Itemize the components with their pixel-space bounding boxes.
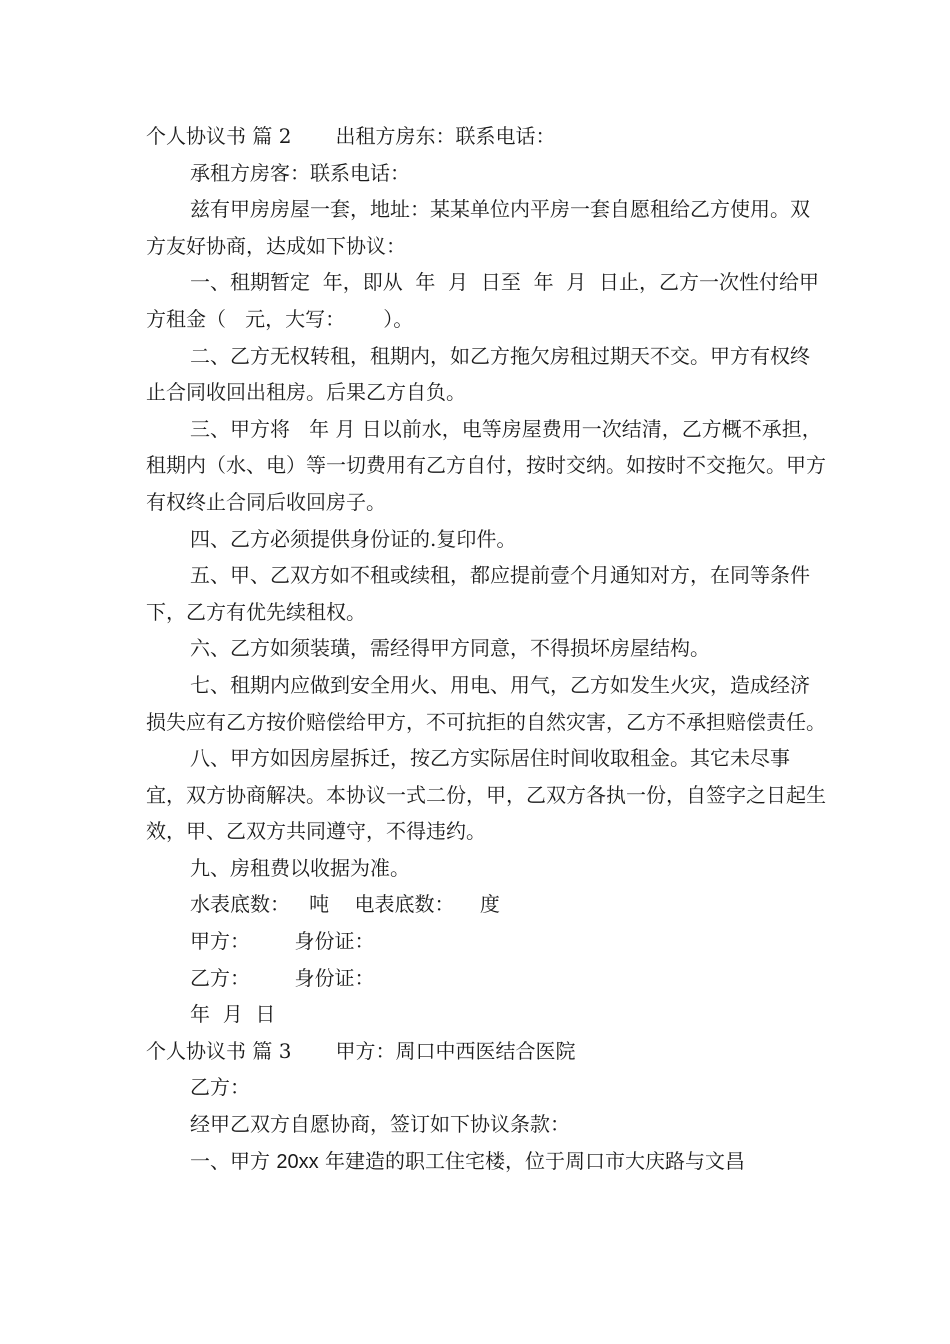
intro-paragraph: 兹有甲房房屋一套，地址：某某单位内平房一套自愿租给乙方使用。双方友好协商，达成如下协议： [146, 197, 810, 258]
section3-clause-1-prefix: 一、甲方 [190, 1148, 277, 1173]
party-b-signature: 乙方： 身份证： [190, 965, 375, 990]
clause-9: 九、房租费以收据为准。 [190, 855, 410, 880]
tenant-line: 承租方房客：联系电话： [190, 160, 410, 185]
section3-clause-1 [146, 1143, 826, 1181]
clause-2: 二、乙方无权转租，租期内，如乙方拖欠房租过期天不交。甲方有权终止合同收回出租房。后果乙方自负。 [146, 343, 810, 405]
section3-clause-1-suffix: 年建造的职工住宅楼，位于周口市大庆路与文昌 [318, 1148, 745, 1173]
clause-6: 六、乙方如须装璜，需经得甲方同意，不得损坏房屋结构。 [190, 636, 710, 661]
section3-heading [146, 1033, 826, 1070]
section3-title: 个人协议书 篇 3 [146, 1038, 292, 1063]
clause-7: 七、租期内应做到安全用火、用电、用气，乙方如发生火灾，造成经济损失应有乙方按价赔偿给甲方，不可抗拒的自然灾害，乙方不承担赔偿责任。 [146, 672, 826, 734]
landlord-line: 出租方房东：联系电话： [335, 124, 556, 148]
signing-date: 年 月 日 [190, 1002, 276, 1027]
party-a-signature: 甲方： 身份证： [190, 929, 375, 954]
section3-clause-1-year: 20xx [276, 1150, 319, 1173]
section3-party-b: 乙方： [190, 1075, 250, 1100]
section3-intro: 经甲乙双方自愿协商，签订如下协议条款： [190, 1112, 570, 1137]
clause-5: 五、甲、乙双方如不租或续租，都应提前壹个月通知对方，在同等条件下，乙方有优先续租权。 [146, 563, 810, 624]
clause-1: 一、租期暂定 年，即从 年 月 日至 年 月 日止，乙方一次性付给甲方租金（ 元，大写： ）。 [146, 270, 820, 331]
clause-3: 三、甲方将 年 月 日以前水，电等房屋费用一次结清，乙方概不承担，租期内（水、电）等一切费用有乙方自付，按时交纳。如按时不交拖欠。甲方有权终止合同后收回房子。 [146, 416, 826, 514]
clause-8: 八、甲方如因房屋拆迁，按乙方实际居住时间收取租金。其它未尽事宜，双方协商解决。本协议一式二份，甲，乙双方各执一份，自签字之日起生效，甲、乙双方共同遵守，不得违约。 [146, 746, 826, 844]
section2-title: 个人协议书 篇 2 [146, 124, 292, 148]
clause-4: 四、乙方必须提供身份证的.复印件。 [190, 526, 517, 551]
section3-party-a: 甲方：周口中西医结合医院 [335, 1038, 576, 1063]
section2-heading [146, 118, 826, 155]
meter-readings: 水表底数： 吨 电表底数： 度 [190, 892, 500, 917]
agreement-text [146, 118, 826, 1180]
